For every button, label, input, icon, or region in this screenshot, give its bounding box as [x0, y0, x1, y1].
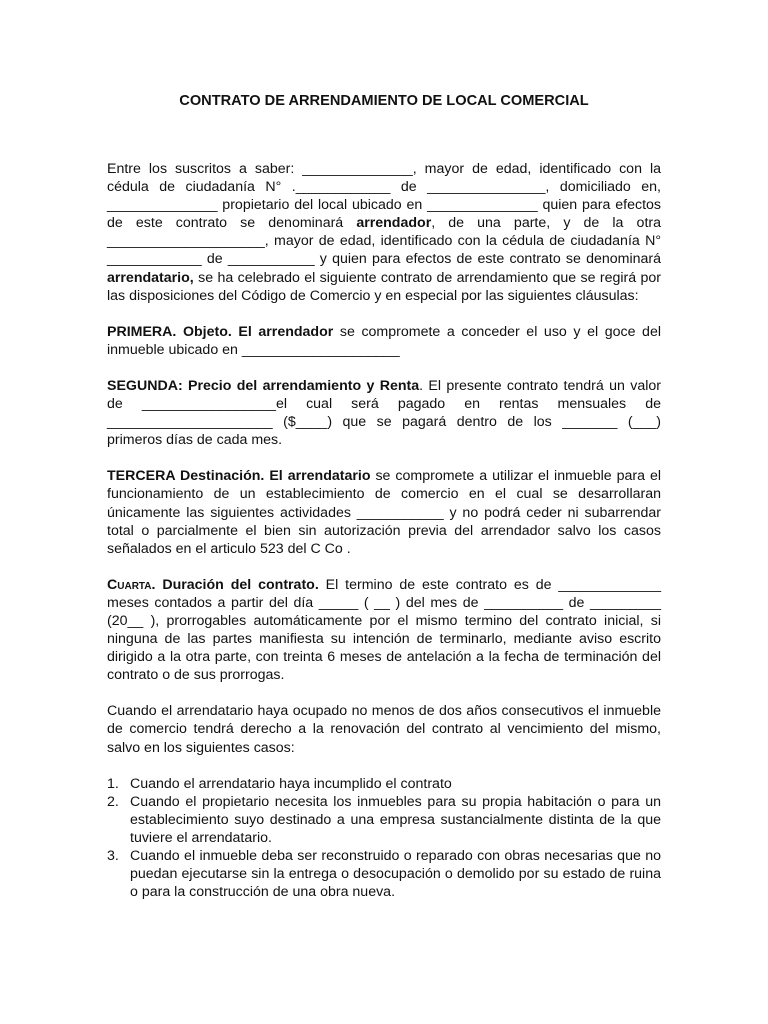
list-item-number: 1.	[107, 775, 119, 792]
clause-tercera-text: se compromete a utilizar el inmueble para el funcionamiento de un establecimiento de comercio en el cual se desarrollaran únicamente las siguientes actividades ___________ y no podrá ceder ni subarrendar total o parcialmente el bien sin autorización previa del arrendador salvo los casos señalados en el articulo 523 del C Co .	[107, 468, 661, 557]
clause-primera-heading: PRIMERA. Objeto. El arrendador	[107, 323, 334, 340]
list-item-number: 3.	[107, 848, 119, 864]
clause-cuarta-heading: Duración del contrato.	[155, 576, 319, 593]
intro-text-1: Entre los suscritos a saber: ______________, mayor de edad, identificado con la cédula de ciudadanía N° .____________ de _______________, domiciliado en, ______________ propietario del local ubicado en ______________ quien para efectos de este contrato se denominará	[107, 161, 661, 232]
list-item	[107, 793, 661, 847]
clause-cuarta-label: Cuarta.	[107, 576, 156, 593]
list-item-text: Cuando el inmueble deba ser reconstruido o reparado con obras necesarias que no puedan ejecutarse sin la entrega o desocupación o demolido por su estado de ruina o para la construcción de una obra nueva.	[130, 848, 661, 901]
clause-segunda-heading: SEGUNDA: Precio del arrendamiento y Renta	[107, 377, 420, 394]
clause-segunda-text: . El presente contrato tendrá un valor de _________________el cual será pagado en rentas mensuales de _____________________ ($____) que se pagará dentro de los _______ (___) primeros días de cada mes.	[107, 377, 661, 449]
clause-primera-text: se compromete a conceder el uso y el goce del inmueble ubicado en ____________________	[107, 323, 661, 358]
clause-cuarta-text: El termino de este contrato es de _____________ meses contados a partir del día _____ ( __ ) del mes de __________ de _________ (20__ ), prorrogables automáticamente por el mismo termino del contrato inicial, si ninguna de las partes manifiesta su intención de terminarlo, mediante aviso escrito dirigido a la otra parte, con treinta 6 meses de antelación a la fecha de terminación del contrato o de sus prorrogas.	[107, 576, 661, 684]
clause-cuarta	[107, 576, 661, 685]
clause-primera	[107, 323, 661, 359]
list-item	[107, 775, 661, 793]
document-title: CONTRATO DE ARRENDAMIENTO DE LOCAL COMERCIAL	[179, 93, 589, 109]
list-item	[107, 847, 661, 901]
renewal-paragraph: Cuando el arrendatario haya ocupado no menos de dos años consecutivos el inmueble de comercio tendrá derecho a la renovación del contrato al vencimiento del mismo, salvo en los siguientes casos:	[107, 703, 661, 756]
exceptions-list	[107, 775, 661, 902]
intro-bold-arrendador: arrendador	[356, 215, 432, 232]
clause-tercera	[107, 467, 661, 557]
clause-tercera-heading: TERCERA Destinación. El arrendatario	[107, 468, 371, 485]
intro-text-3: se ha celebrado el siguiente contrato de arrendamiento que se regirá por las disposiciones del Código de Comercio y en especial por las siguientes cláusulas:	[107, 269, 661, 304]
intro-bold-arrendatario: arrendatario,	[107, 269, 194, 286]
clause-segunda	[107, 377, 661, 449]
list-item-number: 2.	[107, 793, 119, 810]
intro-paragraph	[107, 160, 661, 305]
intro-text-2: , de una parte, y de la otra ____________________, mayor de edad, identificado con la cédula de ciudadanía N° ____________ de ___________ y quien para efectos de este contrato se denominará	[107, 215, 661, 268]
list-item-text: Cuando el arrendatario haya incumplido el contrato	[130, 775, 452, 792]
list-item-text: Cuando el propietario necesita los inmuebles para su propia habitación o para un establecimiento suyo destinado a una empresa sustancialmente distinta de la que tuviere el arrendatario.	[130, 793, 661, 846]
